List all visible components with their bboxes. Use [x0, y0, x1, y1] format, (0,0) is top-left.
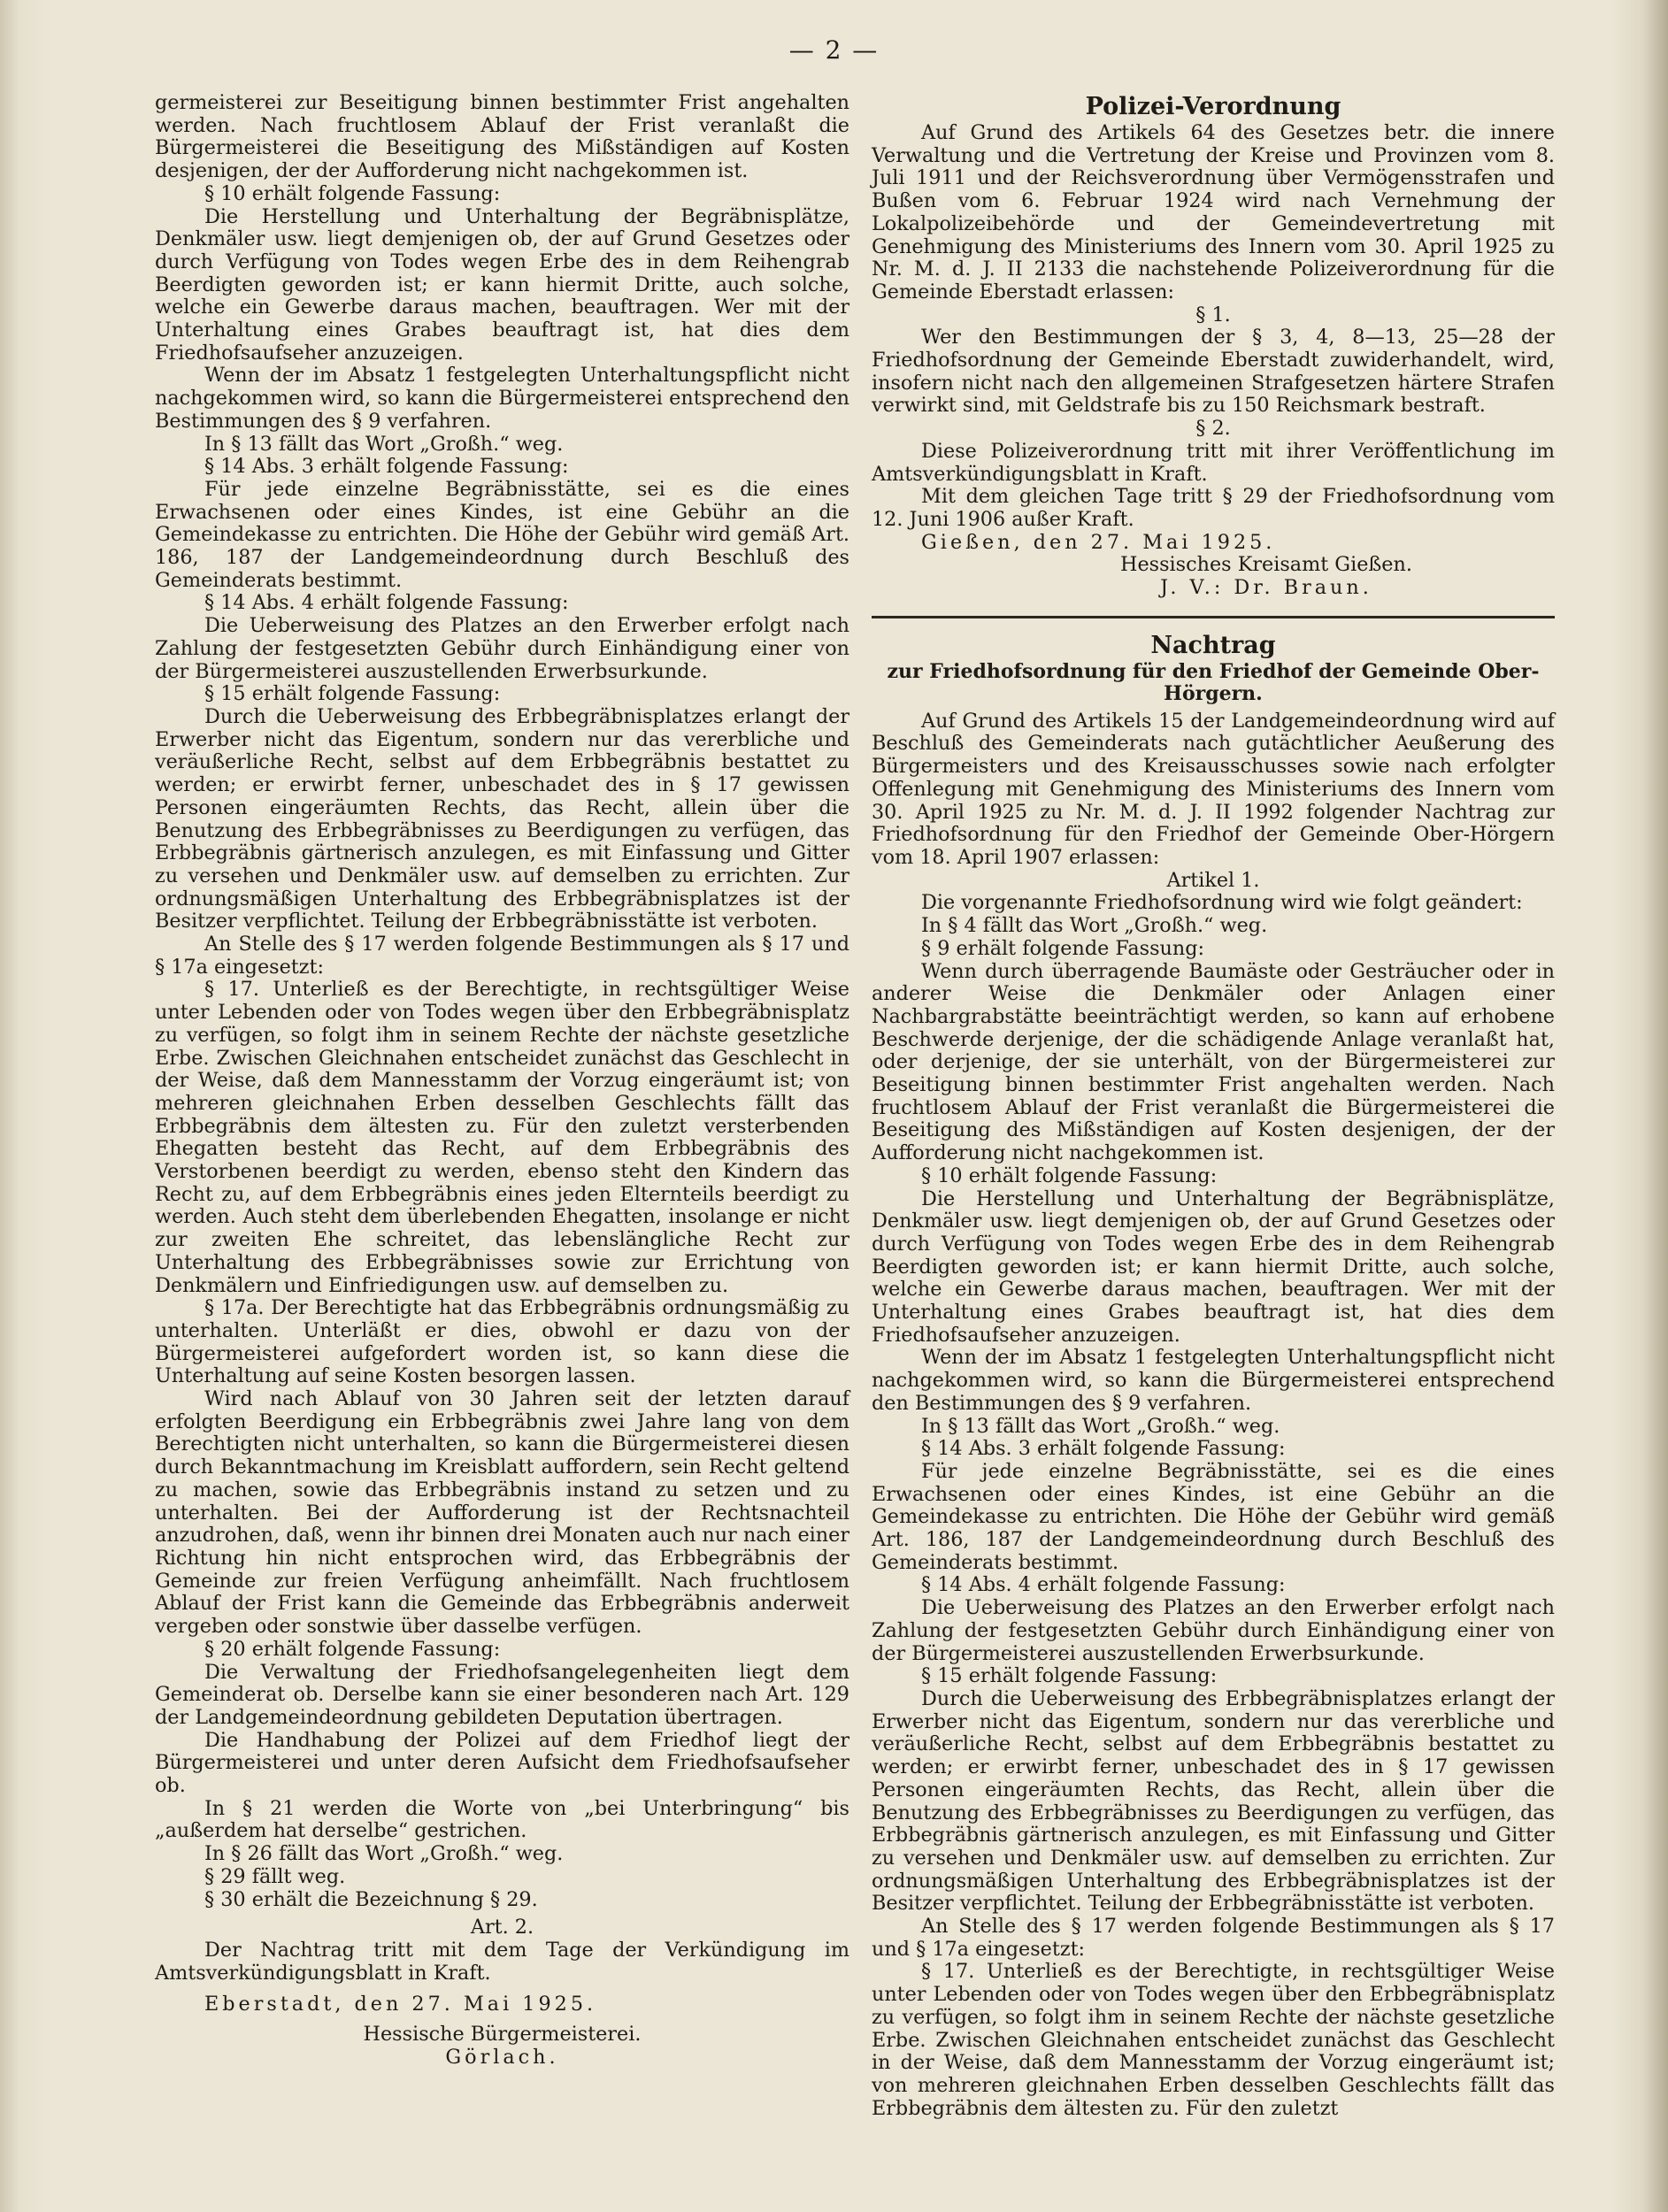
paragraph: Wenn der im Absatz 1 festgelegten Unterhaltungspflicht nicht nachgekommen wird, so kann die Bürgermeisterei entsprechend den Bestimmungen des § 9 verfahren. [155, 364, 849, 433]
section-heading: § 1. [1195, 303, 1231, 326]
dateline: Gießen, den 27. Mai 1925. [921, 530, 1276, 554]
section-heading: § 20 erhält folgende Fassung: [204, 1637, 501, 1661]
section-heading: § 10 erhält folgende Fassung: [204, 181, 501, 205]
paragraph: Für jede einzelne Begräbnisstätte, sei es die eines Erwachsenen oder eines Kindes, ist eine Gebühr an die Gemeindekasse zu entrichten. Die Höhe der Gebühr wird gemäß Art. 186, 187 der Landgemeindeordnung durch Beschluß des Gemeinderats bestimmt. [155, 477, 849, 592]
paragraph: Auf Grund des Artikels 64 des Gesetzes betr. die innere Verwaltung und die Vertretung der Kreise und Provinzen vom 8. Juli 1911 und der Reichsverordnung über Vermögensstrafen und Bußen vom 6. Februar 1924 wird nach Vernehmung der Lokalpolizeibehörde und der Gemeindevertretung mit Genehmigung des Ministeriums des Innern vom 30. April 1925 zu Nr. M. d. J. II 2133 die nachstehende Polizeiverordnung für die Gemeinde Eberstadt erlassen: [872, 121, 1555, 303]
paragraph: Auf Grund des Artikels 15 der Landgemeindeordnung wird auf Beschluß des Gemeinderats nach gutächtlicher Aeußerung des Bürgermeisters und des Kreisausschusses sowie nach erfolgter Offenlegung mit Genehmigung des Ministeriums des Innern vom 30. April 1925 zu Nr. M. d. J. II 1992 folgender Nachtrag zur Friedhofsordnung für den Friedhof der Gemeinde Ober-Hörgern vom 18. April 1907 erlassen: [872, 709, 1555, 869]
signature-authority: Hessische Bürgermeisterei. [363, 2023, 642, 2047]
left-column [155, 92, 849, 2069]
paragraph: Durch die Ueberweisung des Erbbegräbnisplatzes erlangt der Erwerber nicht das Eigentum, sondern nur das vererbliche und veräußerliche Recht, selbst auf dem Erbbegräbnis bestattet zu werden; er erwirbt ferner, unbeschadet des in § 17 gewissen Personen eingeräumten Rechts, das Recht, allein über die Benutzung des Erbbegräbnisses zu Beerdigungen zu verfügen, das Erbbegräbnis gärtnerisch anzulegen, es mit Einfassung und Gitter zu versehen und Denkmäler usw. auf demselben zu errichten. Zur ordnungsmäßigen Unterhaltung des Erbbegräbnisplatzes ist der Besitzer verpflichtet. Teilung der Erbbegräbnisstätte ist verboten. [155, 704, 849, 933]
section-heading: § 14 Abs. 3 erhält folgende Fassung: [204, 455, 569, 479]
section-heading: § 14 Abs. 3 erhält folgende Fassung: [921, 1437, 1286, 1461]
paragraph: § 17a. Der Berechtigte hat das Erbbegräbnis ordnungsmäßig zu unterhalten. Unterläßt er dies, obwohl er dazu von der Bürgermeisterei aufgefordert worden ist, so kann diese die Unterhaltung auf seine Kosten besorgen lassen. [155, 1296, 849, 1388]
right-column [872, 92, 1555, 2120]
article-heading: Artikel 1. [1166, 868, 1260, 892]
paragraph: Der Nachtrag tritt mit dem Tage der Verkündigung im Amtsverkündigungsblatt in Kraft. [155, 1938, 849, 1985]
paragraph: Wenn durch überragende Baumäste oder Gesträucher oder in anderer Weise die Denkmäler oder Anlagen einer Nachbargrabstätte beeinträchtigt werden, so kann auf erhobene Beschwerde derjenige, der die schädigende Anlage veranlaßt hat, oder derjenige, der sie unterhält, von der Bürgermeisterei zur Beseitigung binnen bestimmter Frist angehalten werden. Nach fruchtlosem Ablauf der Frist veranlaßt die Bürgermeisterei die Beseitigung des Mißständigen auf Kosten desjenigen, der der Aufforderung nicht nachgekommen ist. [872, 959, 1555, 1165]
article-title: Polizei-Verordnung [1085, 93, 1341, 120]
paragraph: Die Ueberweisung des Platzes an den Erwerber erfolgt nach Zahlung der festgesetzten Gebühr durch Einhändigung einer von der Bürgermeisterei auszustellenden Erwerbsurkunde. [155, 614, 849, 683]
paragraph: Wird nach Ablauf von 30 Jahren seit der letzten darauf erfolgten Beerdigung ein Erbbegräbnis zwei Jahre lang von dem Berechtigten nicht unterhalten, so kann die Bürgermeisterei diesen durch Bekanntmachung im Kreisblatt auffordern, sein Recht geltend zu machen, sowie das Erbbegräbnis instand zu setzen und zu unterhalten. Bei der Aufforderung ist der Rechtsnachteil anzudrohen, daß, wenn ihr binnen drei Monaten auch nur nach einer Richtung hin nicht entsprochen wird, das Erbbegräbnis der Gemeinde zur freien Verfügung anheimfällt. Nach fruchtlosem Ablauf der Frist kann die Gemeinde das Erbbegräbnis anderweit vergeben oder sonstwie über dasselbe verfügen. [155, 1387, 849, 1639]
section-heading: § 2. [1195, 417, 1231, 441]
paragraph: Durch die Ueberweisung des Erbbegräbnisplatzes erlangt der Erwerber nicht das Eigentum, sondern nur das vererbliche und veräußerliche Recht, selbst auf dem Erbbegräbnis bestattet zu werden; er erwirbt ferner, unbeschadet des in § 17 gewissen Personen eingeräumten Rechts, das Recht, allein über die Benutzung des Erbbegräbnisses zu Beerdigungen zu verfügen, das Erbbegräbnis gärtnerisch anzulegen, es mit Einfassung und Gitter zu versehen und Denkmäler usw. auf demselben zu errichten. Zur ordnungsmäßigen Unterhaltung des Erbbegräbnisplatzes ist der Besitzer verpflichtet. Teilung der Erbbegräbnisstätte ist verboten. [872, 1687, 1555, 1916]
section-heading: § 15 erhält folgende Fassung: [204, 682, 501, 706]
paragraph: In § 13 fällt das Wort „Großh.“ weg. [921, 1414, 1280, 1438]
article-subtitle: zur Friedhofsordnung für den Friedhof der Gemeinde Ober-Hörgern. [887, 659, 1540, 705]
page-number: — 2 — [788, 35, 880, 65]
paragraph: Die Herstellung und Unterhaltung der Begräbnisplätze, Denkmäler usw. liegt demjenigen ob, der auf Grund Gesetzes oder durch Verfügung von Todes wegen Erbe des in dem Reihengrab Beerdigten geworden ist; er kann hiermit Dritte, auch solche, welche ein Gewerbe daraus machen, beauftragen. Wer mit der Unterhaltung eines Grabes beauftragt ist, hat dies dem Friedhofsaufseher anzuzeigen. [872, 1187, 1555, 1347]
paragraph: In § 21 werden die Worte von „bei Unterbringung“ bis „außerdem hat derselbe“ gestrichen. [155, 1796, 849, 1843]
paragraph: Die Ueberweisung des Platzes an den Erwerber erfolgt nach Zahlung der festgesetzten Gebühr durch Einhändigung einer von der Bürgermeisterei auszustellenden Erwerbsurkunde. [872, 1596, 1555, 1665]
section-heading: § 10 erhält folgende Fassung: [921, 1164, 1218, 1187]
paragraph: Die vorgenannte Friedhofsordnung wird wie folgt geändert: [921, 891, 1523, 915]
dateline: Eberstadt, den 27. Mai 1925. [204, 1993, 597, 2016]
paragraph: § 29 fällt weg. [204, 1864, 346, 1888]
paragraph: § 17. Unterließ es der Berechtigte, in rechtsgültiger Weise unter Lebenden oder von Todes wegen über den Erbbegräbnisplatz zu verfügen, so folgt ihm in seinem Rechte der nächste gesetzliche Erbe. Zwischen Gleichnahen entscheidet zunächst das Geschlecht in der Weise, daß dem Mannesstamm der Vorzug eingeräumt ist; von mehreren gleichnahen Erben desselben Geschlechts fällt das Erbbegräbnis dem ältesten zu. Für den zuletzt versterbenden Ehegatten besteht das Recht, auf dem Erbbegräbnis des Verstorbenen beerdigt zu werden, ebenso steht den Kindern das Recht zu, auf dem Erbbegräbnis eines jeden Elternteils beerdigt zu werden. Auch steht dem überlebenden Ehegatten, insolange er nicht zur zweiten Ehe schreitet, das lebenslängliche Recht zur Unterhaltung des Erbbegräbnisses sowie zur Errichtung von Denkmälern und Einfriedigungen usw. auf demselben zu. [155, 978, 849, 1297]
paragraph: Die Verwaltung der Friedhofsangelegenheiten liegt dem Gemeinderat ob. Derselbe kann sie einer besonderen nach Art. 129 der Landgemeindeordnung gebildeten Deputation übertragen. [155, 1660, 849, 1729]
signature-name: J. V.: Dr. Braun. [1160, 576, 1372, 600]
signature-authority: Hessisches Kreisamt Gießen. [1120, 553, 1412, 577]
paragraph: Diese Polizeiverordnung tritt mit ihrer Veröffentlichung im Amtsverkündigungsblatt in Kraft. [872, 439, 1555, 486]
paragraph: In § 26 fällt das Wort „Großh.“ weg. [204, 1842, 564, 1866]
paragraph: Für jede einzelne Begräbnisstätte, sei es die eines Erwachsenen oder eines Kindes, ist eine Gebühr an die Gemeindekasse zu entrichten. Die Höhe der Gebühr wird gemäß Art. 186, 187 der Landgemeindeordnung durch Beschluß des Gemeinderats bestimmt. [872, 1459, 1555, 1574]
paragraph: Die Handhabung der Polizei auf dem Friedhof liegt der Bürgermeisterei und unter deren Aufsicht dem Friedhofsaufseher ob. [155, 1728, 849, 1798]
section-heading: § 14 Abs. 4 erhält folgende Fassung: [921, 1573, 1286, 1597]
paragraph: In § 13 fällt das Wort „Großh.“ weg. [204, 432, 564, 456]
paragraph: An Stelle des § 17 werden folgende Bestimmungen als § 17 und § 17a eingesetzt: [872, 1915, 1555, 1961]
section-heading: § 14 Abs. 4 erhält folgende Fassung: [204, 591, 569, 615]
paragraph: Wer den Bestimmungen der § 3, 4, 8—13, 25—28 der Friedhofsordnung der Gemeinde Eberstadt zuwiderhandelt, wird, insofern nicht nach den allgemeinen Strafgesetzen härtere Strafen verwirkt sind, mit Geldstrafe bis zu 150 Reichsmark bestraft. [872, 326, 1555, 418]
paragraph: Die Herstellung und Unterhaltung der Begräbnisplätze, Denkmäler usw. liegt demjenigen ob, der auf Grund Gesetzes oder durch Verfügung von Todes wegen Erbe des in dem Reihengrab Beerdigten geworden ist; er kann hiermit Dritte, auch solche, welche ein Gewerbe daraus machen, beauftragen. Wer mit der Unterhaltung eines Grabes beauftragt ist, hat dies dem Friedhofsaufseher anzuzeigen. [155, 204, 849, 365]
paragraph: In § 4 fällt das Wort „Großh.“ weg. [921, 914, 1268, 938]
signature-name: Görlach. [445, 2045, 559, 2069]
section-heading: § 9 erhält folgende Fassung: [921, 936, 1205, 960]
article-heading: Art. 2. [470, 1916, 534, 1939]
article-title: Nachtrag [1150, 631, 1276, 659]
divider [872, 616, 1555, 618]
paragraph: § 17. Unterließ es der Berechtigte, in rechtsgültiger Weise unter Lebenden oder von Todes wegen über den Erbbegräbnisplatz zu verfügen, so folgt ihm in seinem Rechte der nächste gesetzliche Erbe. Zwischen Gleichnahen entscheidet zunächst das Geschlecht in der Weise, daß dem Mannesstamm der Vorzug eingeräumt ist; von mehreren gleichnahen Erben desselben Geschlechts fällt das Erbbegräbnis dem ältesten zu. Für den zuletzt [872, 1960, 1555, 2120]
paper-edge-shadow [1641, 0, 1668, 2212]
paragraph: Mit dem gleichen Tage tritt § 29 der Friedhofsordnung vom 12. Juni 1906 außer Kraft. [872, 485, 1555, 531]
paragraph: Wenn der im Absatz 1 festgelegten Unterhaltungspflicht nicht nachgekommen wird, so kann die Bürgermeisterei entsprechend den Bestimmungen des § 9 verfahren. [872, 1346, 1555, 1415]
section-heading: § 15 erhält folgende Fassung: [921, 1664, 1218, 1688]
paragraph: germeisterei zur Beseitigung binnen bestimmter Frist angehalten werden. Nach fruchtlosem Ablauf der Frist veranlaßt die Bürgermeisterei die Beseitigung des Mißständigen auf Kosten desjenigen, der der Aufforderung nicht nachgekommen ist. [155, 91, 849, 183]
paragraph: § 30 erhält die Bezeichnung § 29. [204, 1887, 538, 1911]
paragraph: An Stelle des § 17 werden folgende Bestimmungen als § 17 und § 17a eingesetzt: [155, 933, 849, 979]
